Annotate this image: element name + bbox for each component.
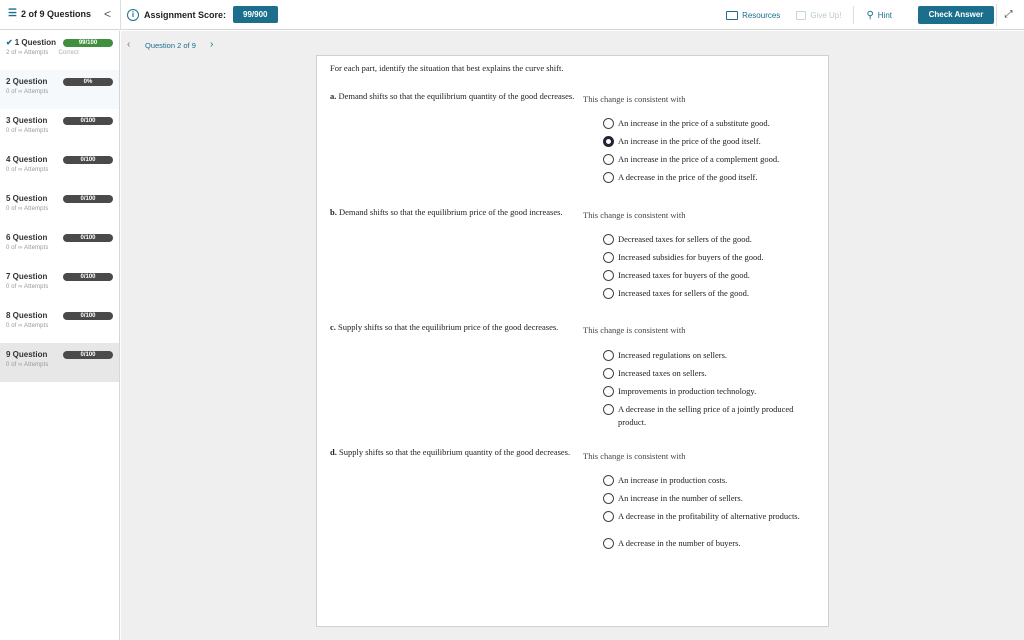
- part-a-option-3[interactable]: [603, 153, 818, 166]
- radio-button[interactable]: [603, 538, 614, 549]
- option-label: Increased regulations on sellers.: [618, 350, 728, 360]
- hamburger-icon: ☰: [8, 8, 17, 19]
- question-title: 5 Question: [6, 194, 48, 203]
- option-label: An increase in the number of sellers.: [618, 493, 743, 503]
- question-prompt: For each part, identify the situation that best explains the curve shift.: [330, 63, 564, 73]
- radio-button[interactable]: [603, 350, 614, 361]
- question-title: 4 Question: [6, 155, 48, 164]
- part-b-option-3[interactable]: [603, 269, 818, 282]
- part-d-option-4[interactable]: [603, 537, 818, 550]
- option-label: An increase in the price of the good itself.: [618, 136, 761, 146]
- divider: [120, 0, 121, 30]
- radio-button[interactable]: [603, 288, 614, 299]
- option-label: A decrease in the price of the good itself.: [618, 172, 758, 182]
- hint-button[interactable]: [858, 6, 900, 24]
- part-c-option-2[interactable]: [603, 367, 818, 380]
- radio-button[interactable]: [603, 234, 614, 245]
- score-label: Assignment Score:: [144, 9, 227, 20]
- option-label: An increase in production costs.: [618, 475, 728, 485]
- part-c-option-4[interactable]: [603, 403, 818, 429]
- radio-button[interactable]: [603, 511, 614, 522]
- question-title: 8 Question: [6, 311, 48, 320]
- attempts-label: 0 of ∞ Attempts: [6, 284, 49, 290]
- question-title: 6 Question: [6, 233, 48, 242]
- part-b-question: [330, 206, 575, 218]
- attempts-label: 0 of ∞ Attempts: [6, 323, 49, 329]
- option-label: Increased taxes for buyers of the good.: [618, 270, 750, 280]
- radio-button[interactable]: [603, 404, 614, 415]
- assignment-score: [127, 6, 278, 23]
- attempts-label: 0 of ∞ Attempts: [6, 89, 49, 95]
- question-title: 2 Question: [6, 77, 48, 86]
- attempts-label: 0 of ∞ Attempts: [6, 362, 49, 368]
- score-pill: 0/100: [63, 273, 113, 281]
- consistent-label: This change is consistent with: [583, 451, 686, 461]
- resources-button[interactable]: [718, 6, 788, 24]
- score-pill: 0/100: [63, 195, 113, 203]
- part-c-option-1[interactable]: [603, 349, 818, 362]
- collapse-sidebar-button[interactable]: <: [104, 7, 112, 21]
- option-label: Decreased taxes for sellers of the good.: [618, 234, 752, 244]
- attempts-label: 0 of ∞ Attempts: [6, 206, 49, 212]
- score-pill: 0/100: [63, 117, 113, 125]
- resources-label: Resources: [742, 10, 781, 20]
- option-label: Increased taxes on sellers.: [618, 368, 707, 378]
- sidebar-item-question-2[interactable]: [0, 70, 119, 109]
- info-icon[interactable]: i: [127, 9, 139, 21]
- part-letter: d.: [330, 447, 337, 457]
- lightbulb-icon: ⚲: [866, 9, 874, 21]
- score-badge: 99/900: [233, 6, 277, 23]
- radio-button[interactable]: [603, 475, 614, 486]
- part-b-option-2[interactable]: [603, 251, 818, 264]
- part-d-option-1[interactable]: [603, 474, 818, 487]
- attempts-label: 0 of ∞ Attempts: [6, 167, 49, 173]
- part-letter: c.: [330, 322, 336, 332]
- option-label: Increased subsidies for buyers of the good.: [618, 252, 764, 262]
- sidebar-item-question-6[interactable]: [0, 226, 119, 265]
- part-text: Supply shifts so that the equilibrium quantity of the good decreases.: [338, 447, 571, 457]
- divider: [853, 6, 854, 24]
- sidebar-item-question-8[interactable]: [0, 304, 119, 343]
- part-b-option-4[interactable]: [603, 287, 818, 300]
- part-text: Supply shifts so that the equilibrium price of the good decreases.: [338, 322, 559, 332]
- radio-button[interactable]: [603, 252, 614, 263]
- score-pill: 0%: [63, 78, 113, 86]
- score-pill: 0/100: [63, 351, 113, 359]
- score-pill: 0/100: [63, 312, 113, 320]
- top-bar: [0, 0, 1024, 30]
- sidebar-item-question-9[interactable]: [0, 343, 119, 382]
- part-c-option-3[interactable]: [603, 385, 818, 398]
- expand-icon[interactable]: ⤢: [996, 4, 1020, 26]
- sidebar-item-question-7[interactable]: [0, 265, 119, 304]
- status-label: Correct: [58, 50, 79, 56]
- check-circle-icon: ✔: [6, 38, 13, 47]
- question-title: 1 Question: [14, 38, 57, 47]
- radio-button[interactable]: [603, 154, 614, 165]
- question-card: [316, 55, 829, 627]
- hint-label: Hint: [877, 10, 892, 20]
- option-label: An increase in the price of a substitute good.: [618, 118, 770, 128]
- part-d-option-3[interactable]: [603, 510, 818, 523]
- part-a-option-1[interactable]: [603, 117, 818, 130]
- part-letter: b.: [330, 207, 337, 217]
- question-sidebar: [0, 31, 120, 640]
- part-d-option-2[interactable]: [603, 492, 818, 505]
- radio-button[interactable]: [603, 118, 614, 129]
- radio-button[interactable]: [603, 368, 614, 379]
- score-pill: 99/100: [63, 39, 113, 47]
- attempts-label: 2 of ∞ Attempts: [6, 50, 49, 56]
- option-label: A decrease in the profitability of alternative products.: [618, 511, 800, 521]
- toolbar-actions: [718, 6, 994, 24]
- option-label: An increase in the price of a complement good.: [618, 154, 780, 164]
- sidebar-item-question-3[interactable]: [0, 109, 119, 148]
- radio-button[interactable]: [603, 493, 614, 504]
- question-nav-label: Question 2 of 9: [145, 41, 196, 50]
- sidebar-item-question-4[interactable]: [0, 148, 119, 187]
- radio-button[interactable]: [603, 270, 614, 281]
- chevron-right-icon[interactable]: ›: [210, 39, 214, 50]
- radio-button[interactable]: [603, 386, 614, 397]
- sidebar-item-question-5[interactable]: [0, 187, 119, 226]
- radio-button[interactable]: [603, 172, 614, 183]
- part-text: Demand shifts so that the equilibrium quantity of the good decreases.: [338, 91, 575, 101]
- attempts-label: 0 of ∞ Attempts: [6, 245, 49, 251]
- question-title: 7 Question: [6, 272, 48, 281]
- part-a-question: [330, 90, 575, 102]
- folder-icon: [726, 11, 738, 20]
- part-text: Demand shifts so that the equilibrium price of the good increases.: [338, 207, 563, 217]
- consistent-label: This change is consistent with: [583, 94, 686, 104]
- check-answer-button[interactable]: Check Answer: [918, 6, 994, 24]
- part-letter: a.: [330, 91, 337, 101]
- option-label: A decrease in the number of buyers.: [618, 538, 741, 548]
- radio-button-selected[interactable]: [603, 136, 614, 147]
- flag-icon: [796, 11, 806, 20]
- part-a-option-4[interactable]: [603, 171, 818, 184]
- consistent-label: This change is consistent with: [583, 210, 686, 220]
- option-label: Increased taxes for sellers of the good.: [618, 288, 749, 298]
- score-pill: 0/100: [63, 234, 113, 242]
- attempts-label: 0 of ∞ Attempts: [6, 128, 49, 134]
- part-a-option-2[interactable]: [603, 135, 818, 148]
- part-c-question: [330, 321, 575, 333]
- option-label: A decrease in the selling price of a jointly produced product.: [618, 404, 794, 427]
- give-up-button[interactable]: [788, 6, 849, 24]
- sidebar-item-question-1[interactable]: [0, 31, 119, 70]
- chevron-left-icon[interactable]: ‹: [127, 39, 131, 50]
- question-title: 3 Question: [6, 116, 48, 125]
- give-up-label: Give Up!: [810, 10, 842, 20]
- questions-menu-button[interactable]: [8, 8, 91, 19]
- option-label: Improvements in production technology.: [618, 386, 757, 396]
- consistent-label: This change is consistent with: [583, 325, 686, 335]
- score-pill: 0/100: [63, 156, 113, 164]
- questions-count-label: 2 of 9 Questions: [20, 8, 91, 19]
- part-d-question: [330, 446, 575, 458]
- question-title: 9 Question: [6, 350, 48, 359]
- part-b-option-1[interactable]: [603, 233, 818, 246]
